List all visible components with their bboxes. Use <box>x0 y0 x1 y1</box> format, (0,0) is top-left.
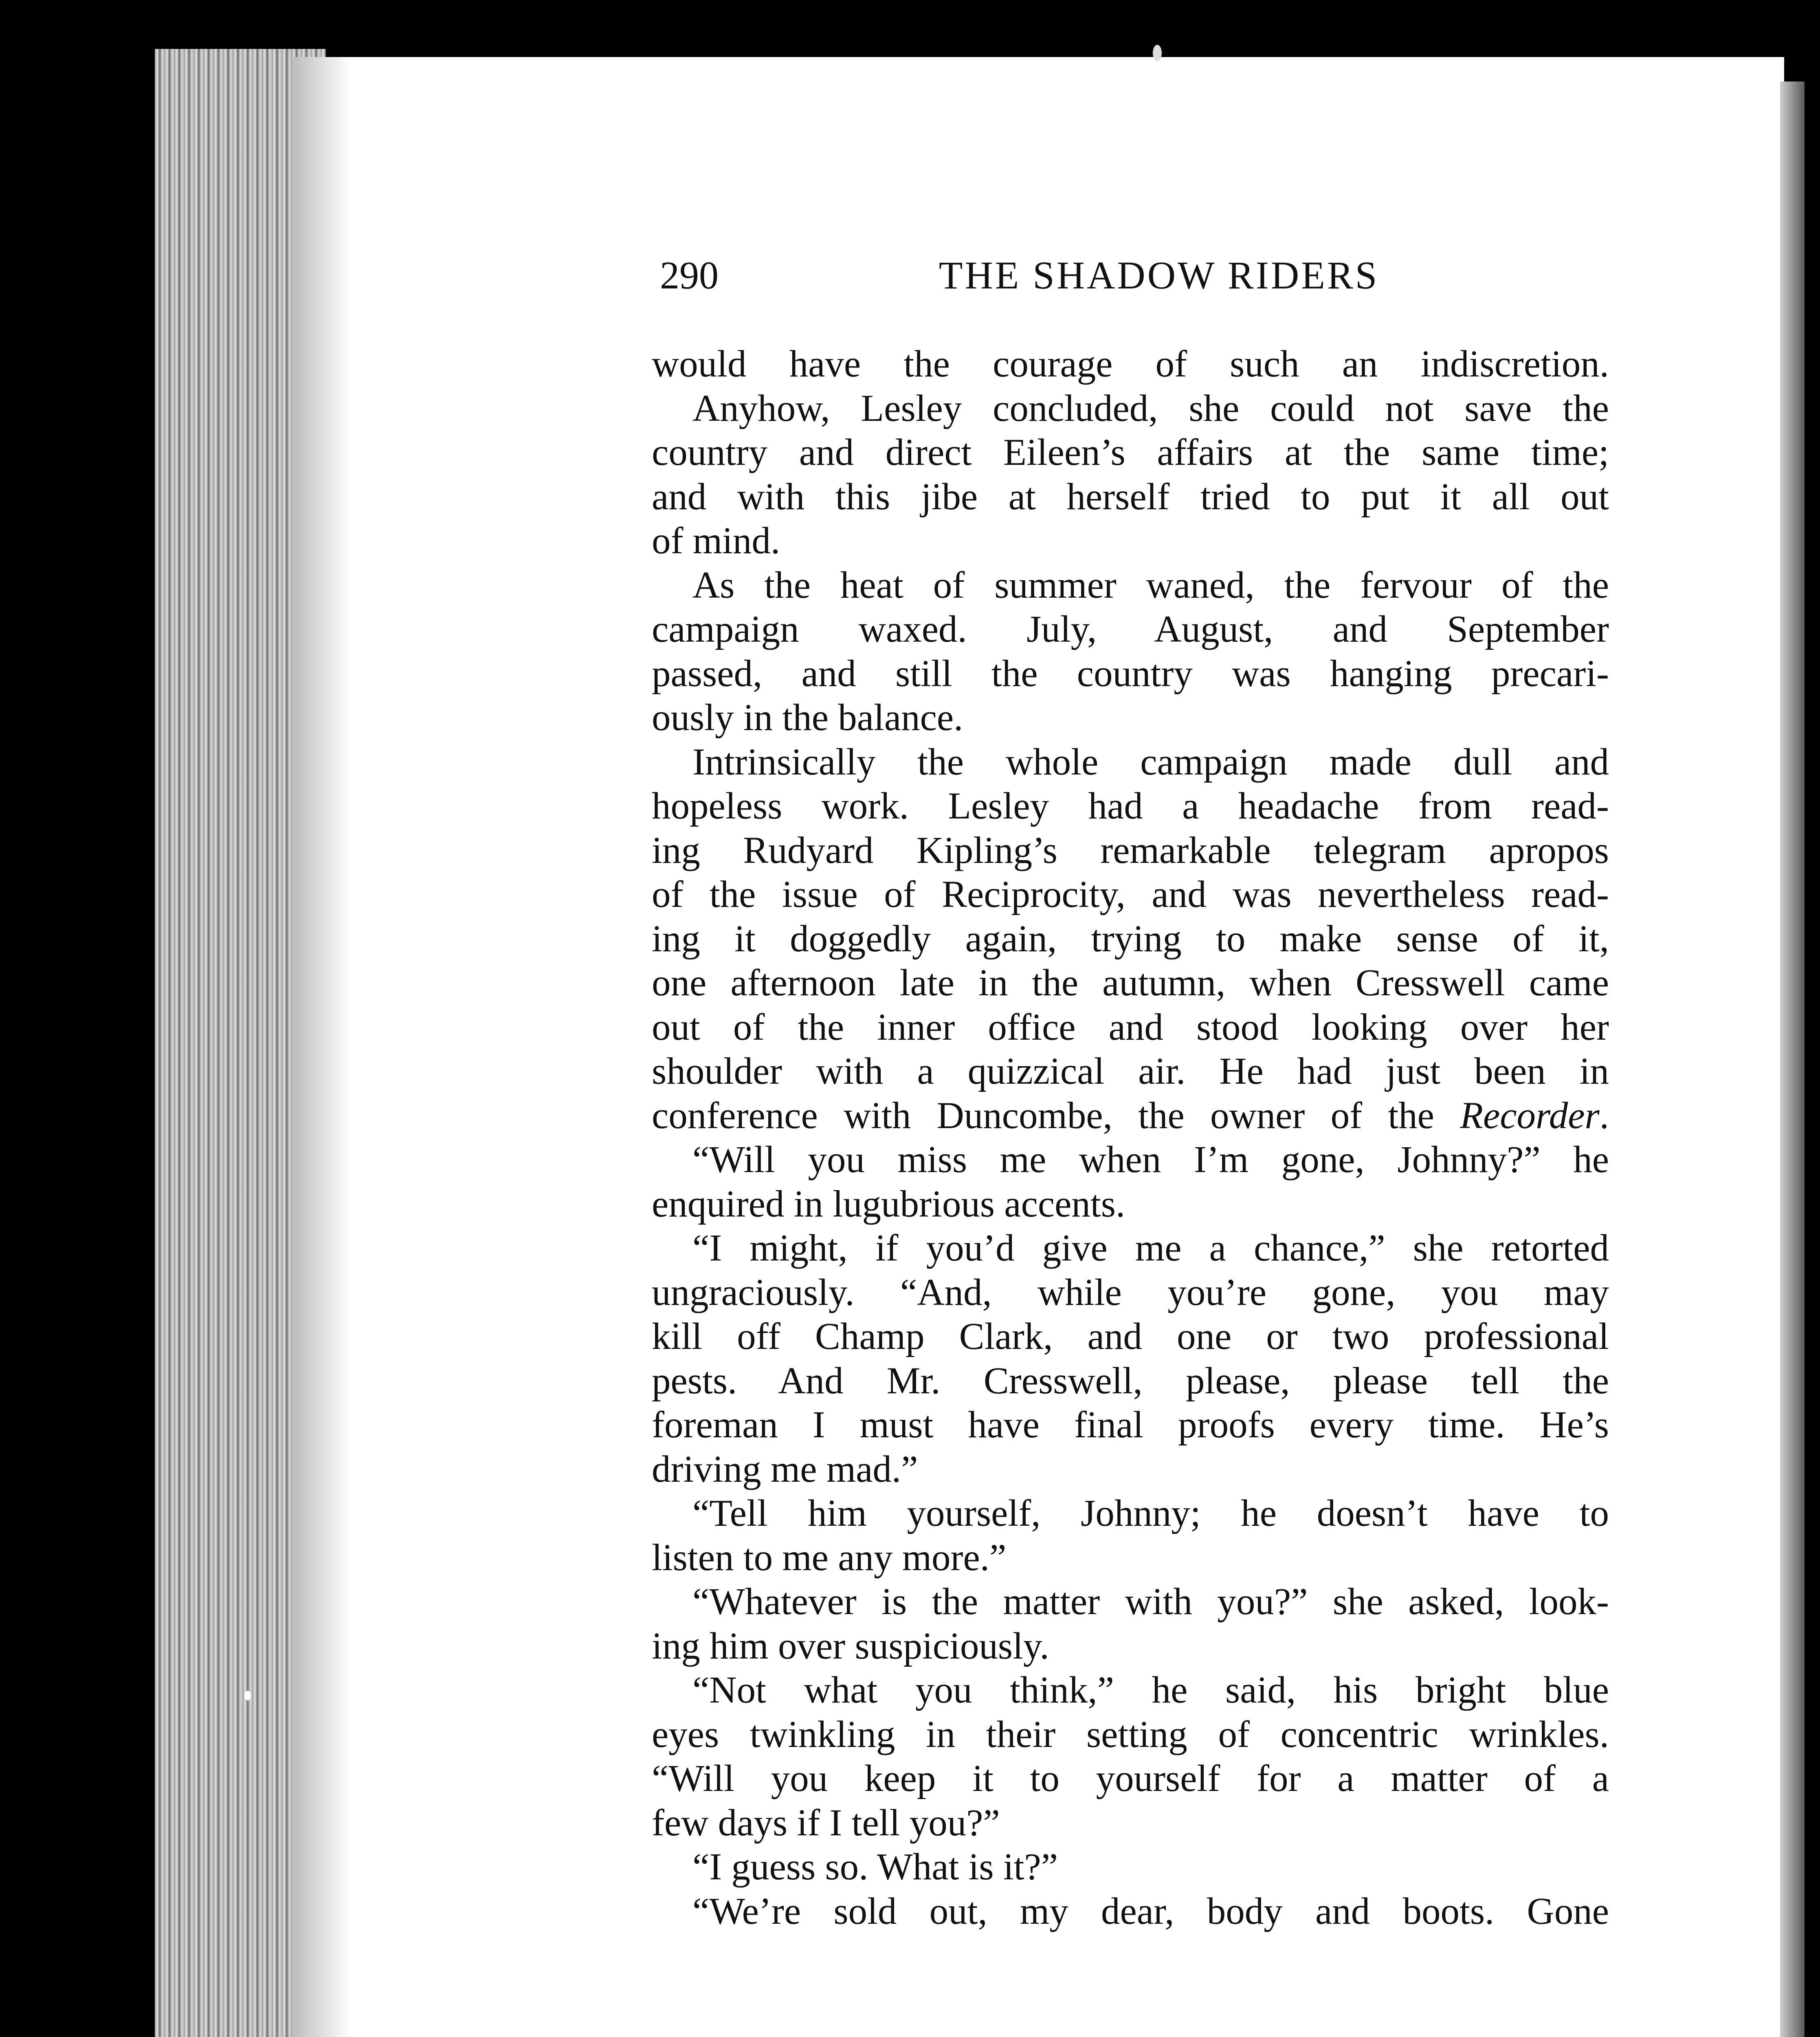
text-line: of the issue of Reciprocity, and was nevertheless read- <box>652 873 1609 915</box>
scan-speck <box>244 1691 251 1700</box>
text-line: one afternoon late in the autumn, when Cresswell came <box>652 962 1609 1004</box>
page-number: 290 <box>660 253 719 297</box>
text-line: “I guess so. What is it?” <box>692 1846 1058 1888</box>
text-line: “I might, if you’d give me a chance,” she retorted <box>692 1227 1609 1269</box>
text-line: As the heat of summer waned, the fervour of the <box>692 564 1609 606</box>
text-line: pests. And Mr. Cresswell, please, please tell the <box>652 1359 1609 1402</box>
text-line: ing him over suspiciously. <box>652 1625 1049 1667</box>
text-line: Anyhow, Lesley concluded, she could not save the <box>692 387 1609 429</box>
text-line: ing Rudyard Kipling’s remarkable telegram apropos <box>652 829 1609 871</box>
page-right-edge <box>1780 81 1805 2037</box>
body-text <box>652 342 1609 1934</box>
text-line: and with this jibe at herself tried to put it all out <box>652 475 1609 518</box>
text-line: shoulder with a quizzical air. He had just been in <box>652 1050 1609 1092</box>
text-line: “Will you keep it to yourself for a matter of a <box>652 1758 1609 1799</box>
gutter-shadow <box>293 57 350 2037</box>
text-line: conference with Duncombe, the owner of the Recorder. <box>652 1094 1609 1137</box>
text-line: ing it doggedly again, trying to make sense of it, <box>652 917 1609 960</box>
text-line: “Will you miss me when I’m gone, Johnny?” he <box>692 1139 1609 1181</box>
running-title: THE SHADOW RIDERS <box>939 253 1379 297</box>
text-line: kill off Champ Clark, and one or two professional <box>652 1315 1609 1357</box>
page-header <box>660 253 1609 310</box>
text-line: enquired in lugubrious accents. <box>652 1183 1125 1225</box>
text-line: “Whatever is the matter with you?” she asked, look- <box>692 1581 1609 1623</box>
text-line: ungraciously. “And, while you’re gone, you may <box>652 1271 1609 1313</box>
text-line: Intrinsically the whole campaign made dull and <box>692 741 1609 783</box>
text-line: foreman I must have final proofs every time. He’s <box>652 1404 1609 1446</box>
text-line: ously in the balance. <box>652 697 963 739</box>
text-line: driving me mad.” <box>652 1448 918 1490</box>
text-line: listen to me any more.” <box>652 1536 1007 1579</box>
text-line: of mind. <box>652 520 780 562</box>
text-line: campaign waxed. July, August, and September <box>652 608 1609 650</box>
text-line: “Not what you think,” he said, his bright blue <box>692 1669 1609 1711</box>
text-line: out of the inner office and stood looking over her <box>652 1006 1609 1048</box>
text-line: passed, and still the country was hanging precari- <box>652 652 1609 695</box>
text-line: few days if I tell you?” <box>652 1802 1000 1844</box>
text-line: country and direct Eileen’s affairs at the same time; <box>652 431 1609 473</box>
text-line: would have the courage of such an indiscretion. <box>652 343 1609 385</box>
text-line: “Tell him yourself, Johnny; he doesn’t have to <box>692 1492 1609 1534</box>
scan-speck <box>1153 45 1162 61</box>
text-line: eyes twinkling in their setting of concentric wrinkles. <box>652 1713 1609 1755</box>
text-line: hopeless work. Lesley had a headache from read- <box>652 785 1609 827</box>
text-line: “We’re sold out, my dear, body and boots. Gone <box>692 1890 1609 1932</box>
